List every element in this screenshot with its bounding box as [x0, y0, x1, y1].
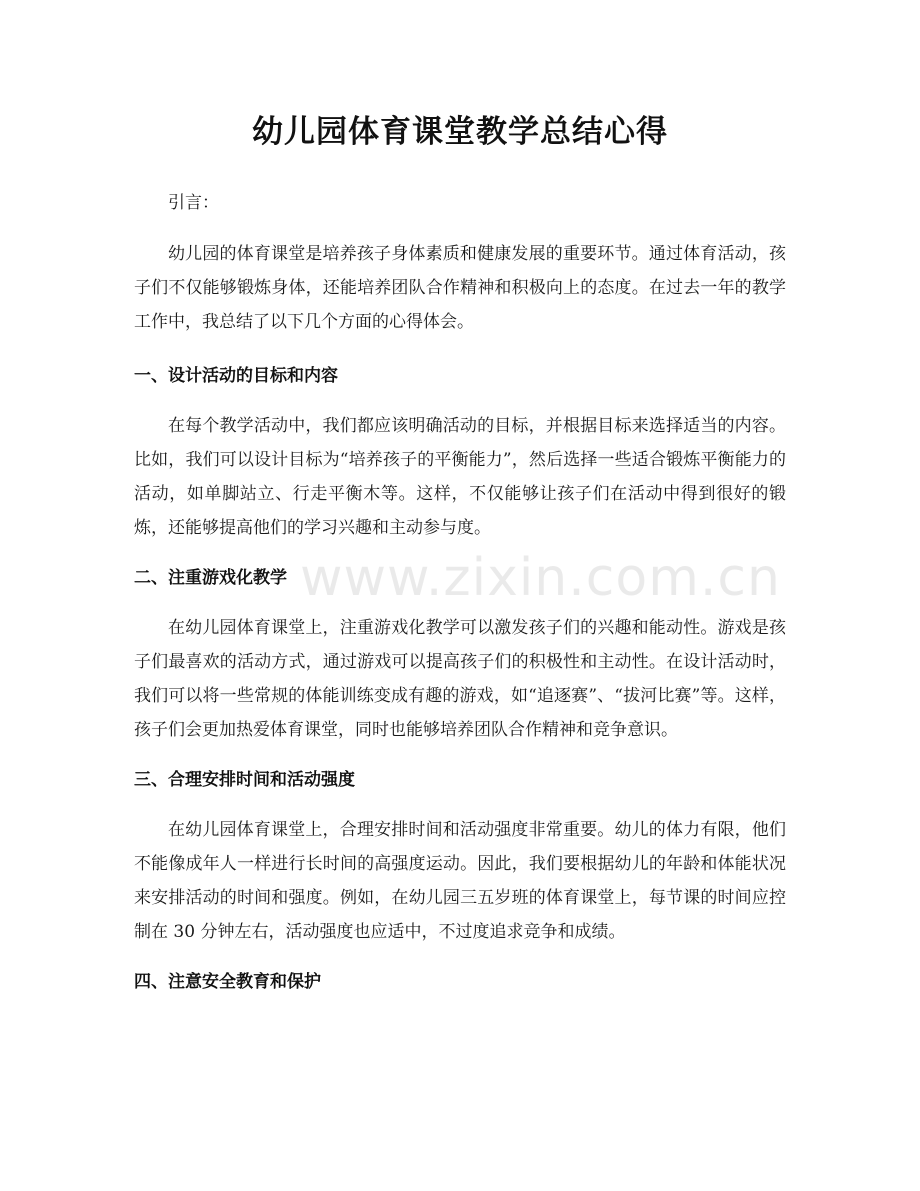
document-title: 幼儿园体育课堂教学总结心得	[252, 114, 668, 150]
section-heading-1: 一、设计活动的目标和内容	[134, 366, 338, 386]
intro-label: 引言：	[168, 193, 219, 213]
intro-paragraph: 幼儿园的体育课堂是培养孩子身体素质和健康发展的重要环节。通过体育活动，孩子们不仅能够锻炼身体，还能培养团队合作精神和积极向上的态度。在过去一年的教学工作中，我总结了以下几个方面的心得体会。	[134, 244, 786, 332]
section-body-1: 在每个教学活动中，我们都应该明确活动的目标，并根据目标来选择适当的内容。比如，我们可以设计目标为“培养孩子的平衡能力”，然后选择一些适合锻炼平衡能力的活动，如单脚站立、行走平衡木等。这样，不仅能够让孩子们在活动中得到很好的锻炼，还能够提高他们的学习兴趣和主动参与度。	[134, 416, 786, 538]
section-body-3: 在幼儿园体育课堂上，合理安排时间和活动强度非常重要。幼儿的体力有限，他们不能像成年人一样进行长时间的高强度运动。因此，我们要根据幼儿的年龄和体能状况来安排活动的时间和强度。例如，在幼儿园三五岁班的体育课堂上，每节课的时间应控制在 30 分钟左右，活动强度也应适中，不过度追求竞争和成绩。	[134, 820, 786, 942]
watermark: www.zixin.com.cn	[300, 548, 781, 608]
section-heading-2: 二、注重游戏化教学	[134, 568, 287, 588]
section-body-2: 在幼儿园体育课堂上，注重游戏化教学可以激发孩子们的兴趣和能动性。游戏是孩子们最喜欢的活动方式，通过游戏可以提高孩子们的积极性和主动性。在设计活动时，我们可以将一些常规的体能训练变成有趣的游戏，如“追逐赛”、“拔河比赛”等。这样，孩子们会更加热爱体育课堂，同时也能够培养团队合作精神和竞争意识。	[134, 618, 786, 740]
section-heading-3: 三、合理安排时间和活动强度	[134, 770, 355, 790]
section-heading-4: 四、注意安全教育和保护	[134, 972, 321, 992]
